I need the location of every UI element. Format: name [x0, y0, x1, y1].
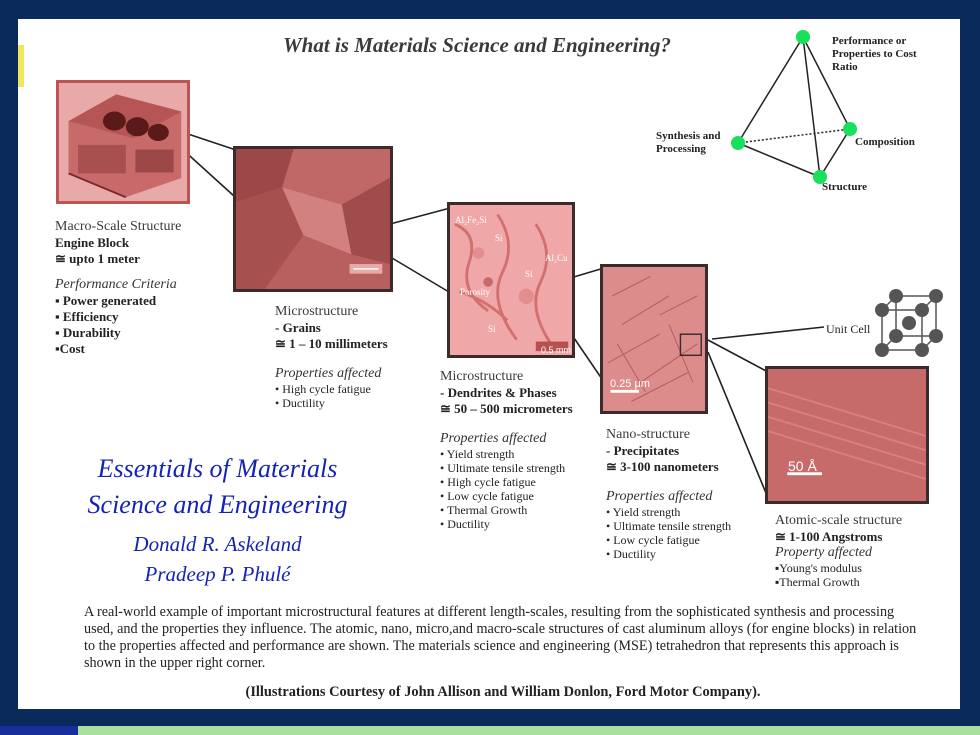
macro-text: [55, 219, 181, 357]
micro-props-label: Properties affected: [275, 366, 382, 381]
tetra-structure-label: Structure: [822, 181, 868, 193]
dendrite-head: Microstructure: [440, 369, 524, 384]
macro-criteria-1: ▪ Power generated: [55, 293, 157, 308]
atomic-scale-label: 50 Å: [788, 458, 817, 474]
phase-label-6: Si: [488, 324, 496, 334]
figure-credit: (Illustrations Courtesy of John Allison and William Donlon, Ford Motor Company).: [245, 684, 761, 700]
unit-cell-icon: [872, 288, 944, 364]
tetra-synthesis-label: Synthesis and Processing: [656, 130, 721, 155]
atomic-size: ≅ 1-100 Angstroms: [775, 529, 883, 544]
nano-text: [606, 427, 731, 561]
book-title-line1: Essentials of Materials: [97, 454, 338, 483]
dendrite-props-label: Properties affected: [440, 431, 547, 446]
micro-size: ≅ 1 – 10 millimeters: [275, 336, 388, 351]
macro-criteria-4: ▪Cost: [55, 341, 85, 356]
nano-props-label: Properties affected: [606, 489, 713, 504]
bottom-left-bar: [0, 726, 78, 735]
nano-prop-3: • Low cycle fatigue: [606, 533, 700, 547]
atomic-prop-1: ▪Young's modulus: [775, 561, 862, 575]
dendrite-scale-label: 0.5 mm: [541, 345, 572, 355]
macro-name: Engine Block: [55, 235, 130, 250]
macro-criteria-2: ▪ Efficiency: [55, 309, 119, 324]
nano-prop-2: • Ultimate tensile strength: [606, 519, 732, 533]
dendrite-text: [440, 369, 573, 531]
micro-prop-1: • High cycle fatigue: [275, 382, 371, 396]
macro-size: ≅ upto 1 meter: [55, 251, 140, 266]
macro-criteria-label: Performance Criteria: [55, 277, 177, 292]
book-title-line2: Science and Engineering: [87, 490, 348, 519]
phase-label-3: Al₂Cu: [545, 253, 568, 263]
dendrite-name: - Dendrites & Phases: [440, 385, 557, 400]
nano-prop-4: • Ductility: [606, 547, 656, 561]
phase-label-4: Si: [525, 269, 533, 279]
micro-head: Microstructure: [275, 304, 359, 319]
tetra-composition-label: Composition: [855, 136, 915, 148]
nano-prop-1: • Yield strength: [606, 505, 681, 519]
bottom-bar: [78, 726, 980, 735]
dendrite-prop-4: • Low cycle fatigue: [440, 489, 534, 503]
phase-label-1: Al₂Fe₂Si: [455, 215, 487, 225]
atomic-text: [775, 513, 902, 589]
phase-label-5: Porosity: [460, 287, 491, 297]
figure-caption: A real-world example of important microstructural features at different length-scales, resulting from the sophisticated synthesis and processing used, and the properties they influence. The atomic, nano, micro,and macro-scale structures of cast aluminum alloys (for engine blocks) in relation to the properties affected and performance are shown. The materials science and engineering (MSE) tetrahedron that represents this approach is shown in the upper right corner.: [84, 604, 917, 671]
atomic-head: Atomic-scale structure: [775, 513, 903, 528]
micro-prop-2: • Ductility: [275, 396, 325, 410]
micro-text: [275, 304, 388, 410]
atomic-photo: [765, 366, 929, 504]
dendrite-prop-3: • High cycle fatigue: [440, 475, 536, 489]
nano-head: Nano-structure: [606, 427, 690, 442]
tetra-performance-label: Performance or Properties to Cost Ratio: [832, 35, 917, 73]
dendrite-size: ≅ 50 – 500 micrometers: [440, 401, 573, 416]
grains-photo: [233, 146, 393, 292]
phase-label-2: Si: [495, 233, 503, 243]
figure-title: What is Materials Science and Engineering?: [283, 33, 671, 57]
micro-name: - Grains: [275, 320, 321, 335]
dendrite-prop-2: • Ultimate tensile strength: [440, 461, 566, 475]
nano-size: ≅ 3-100 nanometers: [606, 459, 719, 474]
nano-scale-label: 0.25 μm: [610, 378, 650, 390]
atomic-props-label: Property affected: [775, 545, 873, 560]
dendrite-prop-5: • Thermal Growth: [440, 503, 528, 517]
dendrite-prop-6: • Ductility: [440, 517, 490, 531]
book-author-2: Pradeep P. Phulé: [144, 562, 291, 586]
atomic-prop-2: ▪Thermal Growth: [775, 575, 860, 589]
macro-head: Macro-Scale Structure: [55, 219, 182, 234]
unit-cell-label: Unit Cell: [826, 322, 871, 336]
engine-block-photo: [56, 80, 190, 204]
dendrite-prop-1: • Yield strength: [440, 447, 515, 461]
book-author-1: Donald R. Askeland: [133, 532, 302, 556]
macro-criteria-3: ▪ Durability: [55, 325, 121, 340]
nano-name: - Precipitates: [606, 443, 680, 458]
precipitates-photo: [600, 264, 708, 414]
